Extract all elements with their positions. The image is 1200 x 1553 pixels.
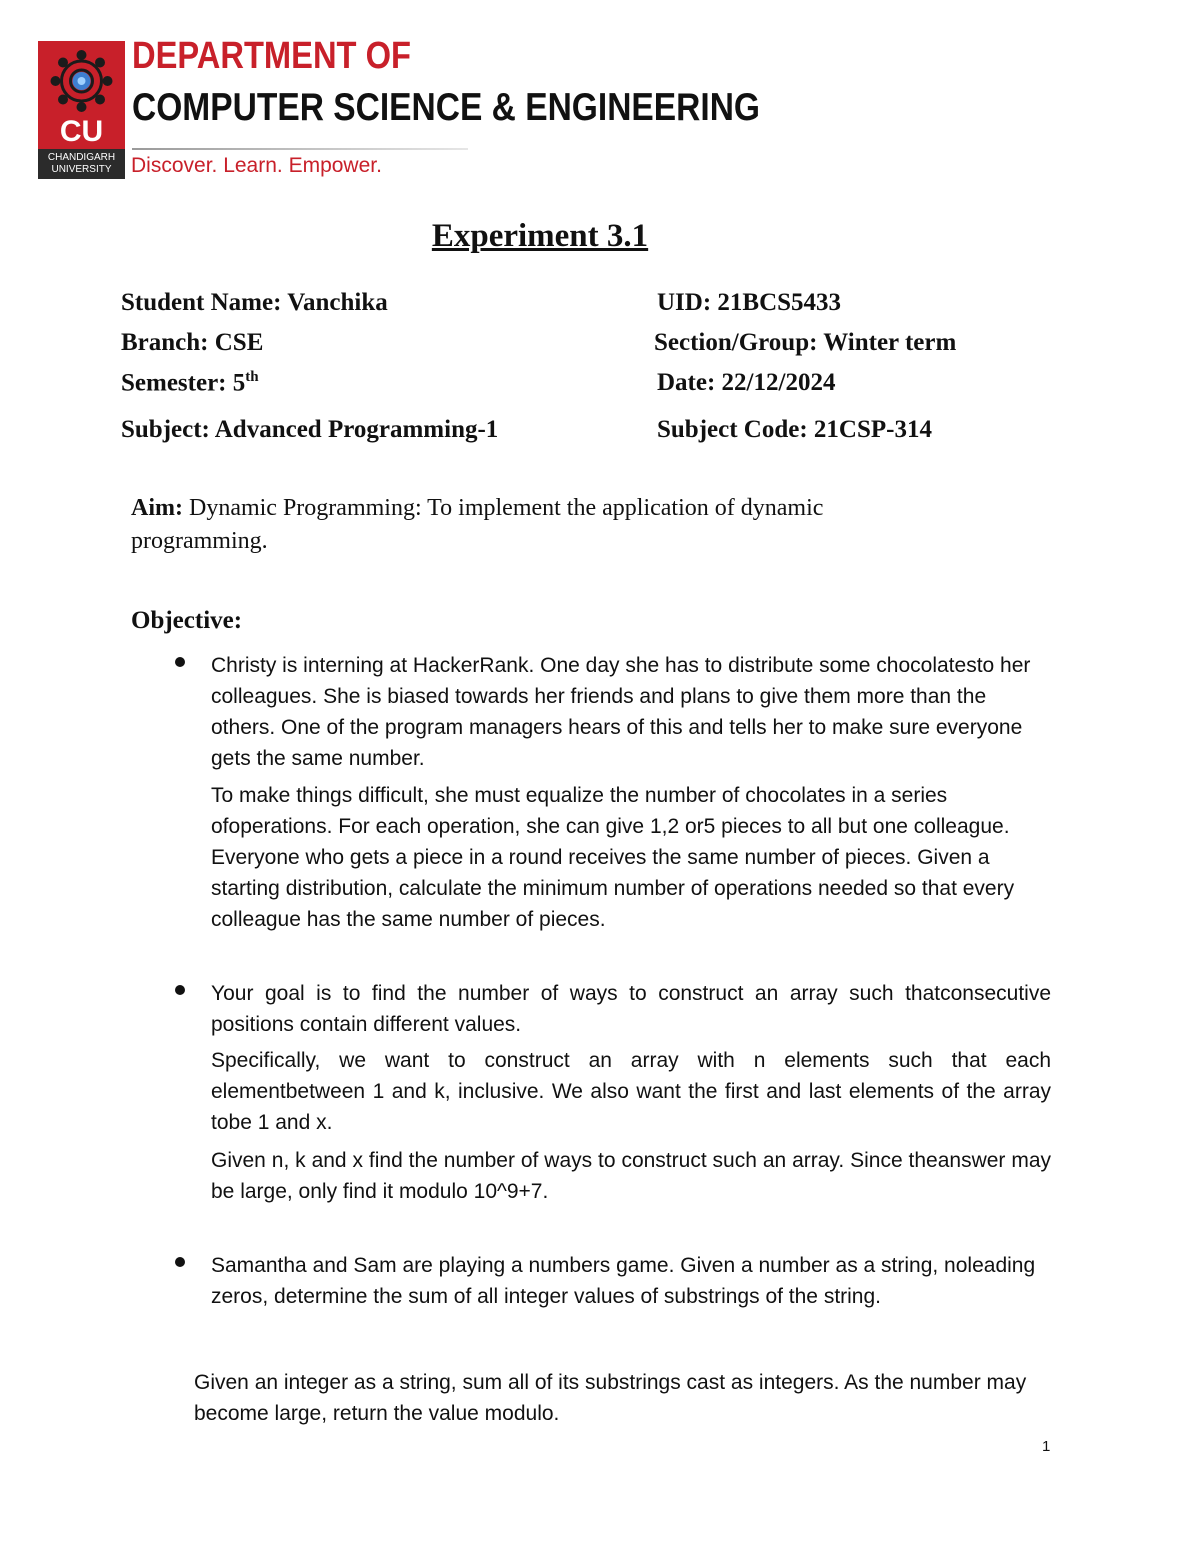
logo-university-line1: CHANDIGARH xyxy=(47,152,116,163)
date: Date: 22/12/2024 xyxy=(657,369,836,396)
cog-emblem-icon xyxy=(44,47,119,119)
objective-item2-paragraph1: Your goal is to find the number of ways to construct an array such thatconsecutive positions contain different values. xyxy=(211,982,1051,1036)
semester-value: Semester: 5 xyxy=(121,369,246,397)
subject-code: Subject Code: 21CSP-314 xyxy=(657,416,932,443)
experiment-title: Experiment 3.1 xyxy=(431,218,649,254)
section-group: Section/Group: Winter term xyxy=(654,329,957,356)
department-title-line1: DEPARTMENT OF xyxy=(132,35,411,77)
semester xyxy=(121,369,259,397)
page-number: 1 xyxy=(1042,1438,1051,1455)
student-name: Student Name: Vanchika xyxy=(121,289,388,316)
branch: Branch: CSE xyxy=(121,329,264,356)
objective-heading: Objective: xyxy=(131,607,243,634)
header-divider xyxy=(132,148,468,150)
bullet-icon xyxy=(175,985,185,995)
bullet-icon xyxy=(175,657,185,667)
aim-paragraph xyxy=(131,492,931,558)
objective-item1-paragraph2: To make things difficult, she must equalize the number of chocolates in a series ofoperations. For each operation, she can give 1,2 or5 pieces to all but one colleague. Everyone who gets a piece in a round receives the same number of pieces. Given a starting distribution, calculate the minimum number of operations needed so that every colleague has the same number of pieces. xyxy=(211,784,1015,931)
aim-text: Dynamic Programming: To implement the application of dynamic programming. xyxy=(131,495,824,554)
objective-item1-paragraph1: Christy is interning at HackerRank. One day she has to distribute some chocolatesto her colleagues. She is biased towards her friends and plans to give them more than the others. One of the program managers hears of this and tells her to make sure everyone gets the same number. xyxy=(211,654,1031,770)
student-uid: UID: 21BCS5433 xyxy=(657,289,842,316)
objective-item3-paragraph1: Samantha and Sam are playing a numbers game. Given a number as a string, noleading zeros, determine the sum of all integer values of substrings of the string. xyxy=(211,1254,1036,1308)
objective-item2-paragraph2: Specifically, we want to construct an array with n elements such that each elementbetween 1 and k, inclusive. We also want the first and last elements of the array tobe 1 and x. xyxy=(211,1049,1051,1134)
university-tagline: Discover. Learn. Empower. xyxy=(131,154,382,177)
semester-suffix: th xyxy=(245,369,259,385)
closing-paragraph: Given an integer as a string, sum all of its substrings cast as integers. As the number may become large, return the value modulo. xyxy=(194,1371,1027,1425)
objective-item2-paragraph3: Given n, k and x find the number of ways to construct such an array. Since theanswer may be large, only find it modulo 10^9+7. xyxy=(211,1149,1051,1203)
bullet-icon xyxy=(175,1257,185,1267)
department-title-line2: COMPUTER SCIENCE & ENGINEERING xyxy=(132,86,761,129)
university-logo xyxy=(38,41,125,179)
aim-label: Aim: xyxy=(131,495,183,521)
logo-cu-text: CU xyxy=(59,115,104,148)
subject: Subject: Advanced Programming-1 xyxy=(121,416,499,443)
logo-university-line2: UNIVERSITY xyxy=(51,164,112,175)
